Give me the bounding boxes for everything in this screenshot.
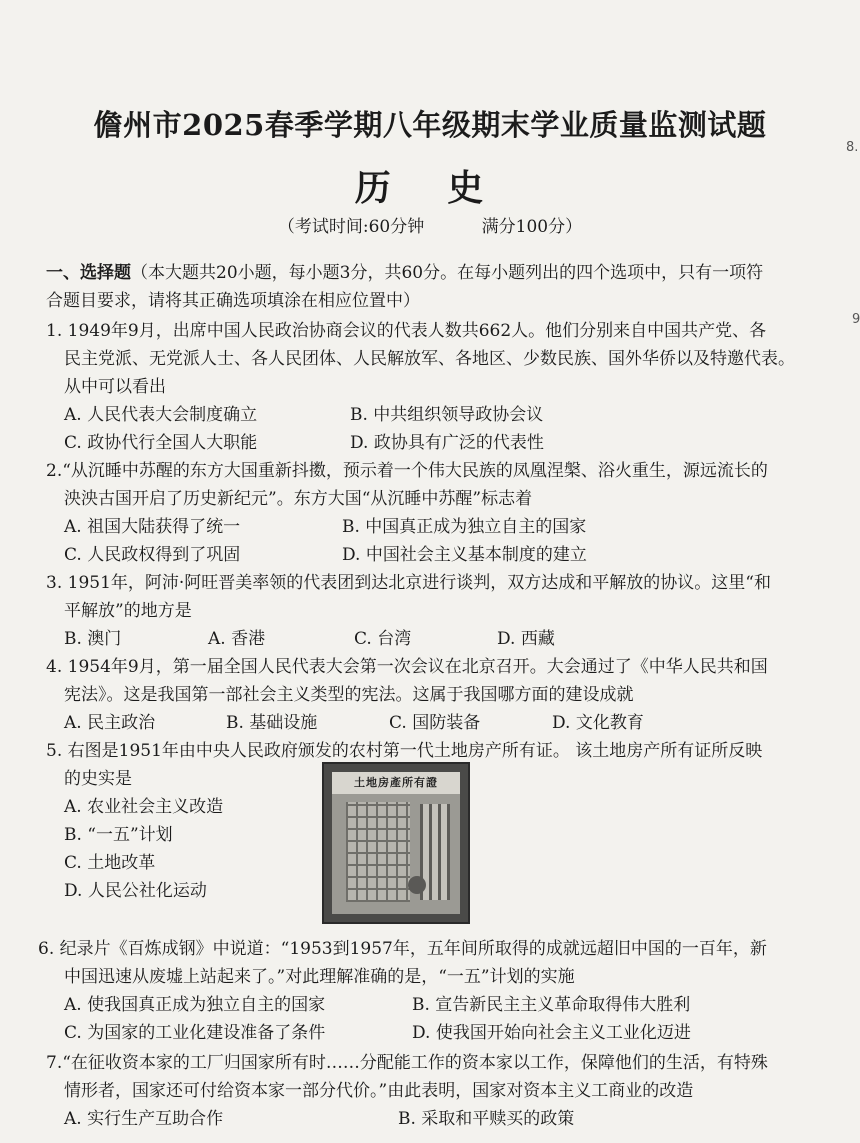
margin-mark: 9 — [852, 312, 860, 327]
question-stem: 2.“从沉睡中苏醒的东方大国重新抖擞，预示着一个伟大民族的凤凰涅槃、浴火重生，源远流长的 — [46, 461, 768, 481]
option-a: A. 农业社会主义改造 — [64, 797, 224, 817]
question-stem: 1. 1949年9月，出席中国人民政治协商会议的代表人数共662人。他们分别来自中国共产党、各 — [46, 321, 767, 341]
option-b: B. 中国真正成为独立自主的国家 — [342, 517, 587, 537]
option-b: B. 采取和平赎买的政策 — [398, 1109, 575, 1129]
question-stem: 民主党派、无党派人士、各人民团体、人民解放军、各地区、少数民族、国外华侨以及特邀代表。 — [64, 349, 795, 369]
question-stem: 中国迅速从废墟上站起来了。”对此理解准确的是，“一五”计划的实施 — [64, 967, 575, 987]
question-stem: 6. 纪录片《百炼成钢》中说道：“1953到1957年，五年间所取得的成就远超旧中国的一百年，新 — [38, 939, 767, 959]
option-b: B. 基础设施 — [226, 713, 318, 733]
option-a: A. 使我国真正成为独立自主的国家 — [64, 995, 326, 1015]
option-c: C. 人民政权得到了巩固 — [64, 545, 241, 565]
certificate-paper — [332, 772, 460, 914]
option-1: B. 澳门 — [64, 629, 122, 649]
question-stem: 7.“在征收资本家的工厂归国家所有时……分配能工作的资本家以工作，保障他们的生活，有特殊 — [46, 1053, 768, 1073]
question-stem: 5. 右图是1951年由中央人民政府颁发的农村第一代土地房产所有证。 该土地房产所有证所反映 — [46, 741, 763, 761]
section-desc: （本大题共20小题，每小题3分，共60分。在每小题列出的四个选项中，只有一项符 — [131, 263, 764, 283]
margin-mark: 8. — [846, 140, 859, 155]
question-stem: 从中可以看出 — [64, 377, 166, 397]
option-b: B. “一五”计划 — [64, 825, 173, 845]
section-desc-line2: 合题目要求，请将其正确选项填涂在相应位置中） — [46, 291, 420, 311]
option-d: D. 人民公社化运动 — [64, 881, 207, 901]
option-d: D. 文化教育 — [552, 713, 644, 733]
option-d: D. 使我国开始向社会主义工业化迈进 — [412, 1023, 691, 1043]
option-c: C. 土地改革 — [64, 853, 156, 873]
certificate-header: 土地房產所有證 — [332, 772, 460, 794]
question-stem: 4. 1954年9月，第一届全国人民代表大会第一次会议在北京召开。大会通过了《中华人民共和国 — [46, 657, 768, 677]
option-3: C. 台湾 — [354, 629, 412, 649]
question-stem: 3. 1951年，阿沛·阿旺晋美率领的代表团到达北京进行谈判，双方达成和平解放的协议。这里“和 — [46, 573, 771, 593]
option-4: D. 西藏 — [497, 629, 555, 649]
question-stem: 情形者，国家还可付给资本家一部分代价。”由此表明，国家对资本主义工商业的改造 — [64, 1081, 694, 1101]
option-2: A. 香港 — [208, 629, 266, 649]
certificate-table — [346, 802, 410, 902]
land-certificate-image — [322, 762, 470, 924]
section-label: 一、选择题 — [46, 263, 131, 283]
option-c: C. 为国家的工业化建设准备了条件 — [64, 1023, 326, 1043]
option-a: A. 实行生产互助合作 — [64, 1109, 224, 1129]
option-a: A. 人民代表大会制度确立 — [64, 405, 258, 425]
option-c: C. 政协代行全国人大职能 — [64, 433, 258, 453]
question-stem: 的史实是 — [64, 769, 132, 789]
exam-time: （考试时间:60分钟 — [277, 217, 425, 237]
option-a: A. 祖国大陆获得了统一 — [64, 517, 241, 537]
option-b: B. 宣告新民主主义革命取得伟大胜利 — [412, 995, 691, 1015]
exam-info — [0, 212, 860, 237]
option-a: A. 民主政治 — [64, 713, 156, 733]
option-d: D. 政协具有广泛的代表性 — [350, 433, 544, 453]
exam-score: 满分100分） — [481, 217, 583, 237]
subject-title: 历 史 — [354, 167, 506, 209]
exam-title: 儋州市2025春季学期八年级期末学业质量监测试题 — [93, 108, 767, 142]
question-stem: 泱泱古国开启了历史新纪元”。东方大国“从沉睡中苏醒”标志着 — [64, 489, 533, 509]
section-heading — [46, 258, 763, 283]
option-c: C. 国防装备 — [389, 713, 481, 733]
certificate-seal — [408, 876, 426, 894]
question-stem: 宪法》。这是我国第一部社会主义类型的宪法。这属于我国哪方面的建设成就 — [64, 685, 634, 705]
question-stem: 平解放”的地方是 — [64, 601, 192, 621]
option-b: B. 中共组织领导政协会议 — [350, 405, 544, 425]
option-d: D. 中国社会主义基本制度的建立 — [342, 545, 587, 565]
